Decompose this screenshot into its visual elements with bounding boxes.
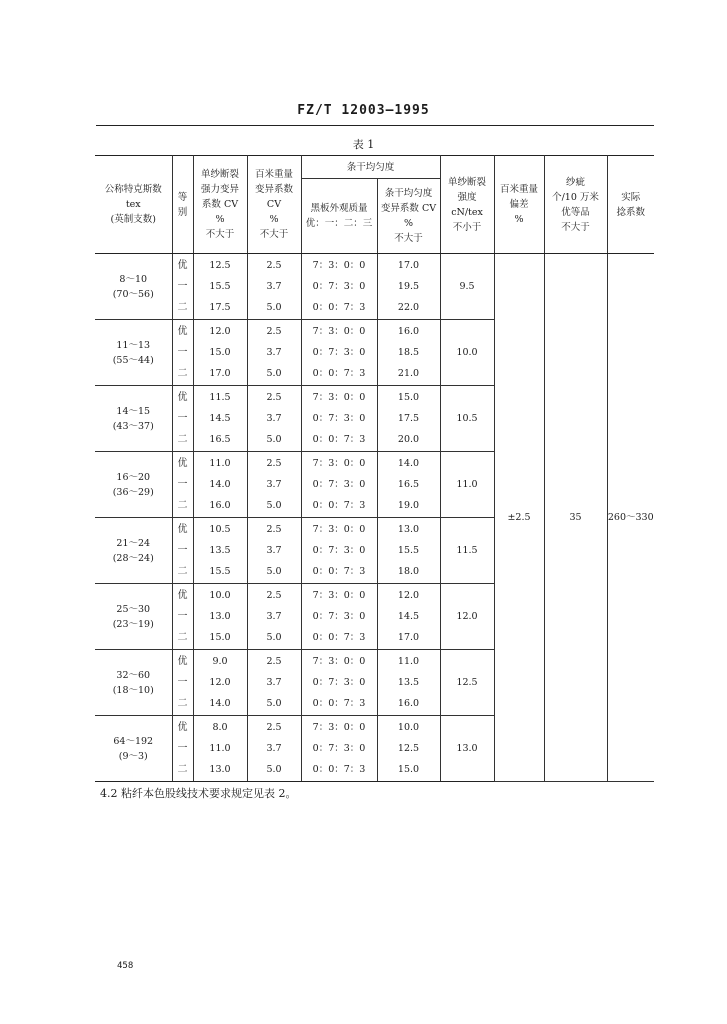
- appearance-cell: [301, 386, 377, 452]
- grade-value: 一: [177, 544, 188, 556]
- spec-cell: [95, 254, 172, 320]
- header-strength-line: 不小于: [452, 221, 482, 233]
- appearance-value: 0：7：3：0: [312, 742, 366, 754]
- single-cv-value: 10.0: [209, 589, 231, 601]
- header-spec-line: (英制支数): [110, 214, 156, 225]
- single-cv-cell: [193, 254, 247, 320]
- grade-cell: [172, 584, 193, 650]
- evenness-cv-value: 12.5: [397, 742, 420, 754]
- strength-value: 10.5: [456, 413, 478, 424]
- grade-value: 二: [177, 566, 188, 578]
- hundred-m-cv-cell: [247, 452, 301, 518]
- single-cv-value: 15.0: [209, 632, 231, 644]
- appearance-value: 0：7：3：0: [312, 610, 366, 622]
- grade-value: 二: [177, 434, 188, 446]
- header-evenness-cv-line: 条干均匀度: [384, 188, 433, 199]
- spec-cell: [95, 386, 172, 452]
- evenness-cv-value: 15.0: [397, 764, 420, 776]
- twist-merged-cell: [607, 254, 654, 782]
- header-strength: [440, 156, 494, 254]
- evenness-cv-value: 17.5: [397, 412, 420, 424]
- hundred-m-cv-cell: [247, 386, 301, 452]
- appearance-value: 7：3：0：0: [312, 457, 366, 469]
- header-appearance-line: 黑板外观质量: [310, 203, 368, 214]
- hundred-m-cv-value: 3.7: [266, 544, 282, 556]
- hundred-m-cv-cell: [247, 650, 301, 716]
- appearance-cell: [301, 584, 377, 650]
- grade-value: 二: [177, 500, 188, 512]
- grade-value: 二: [177, 764, 188, 776]
- header-evenness-cv-line: 变异系数 CV: [380, 203, 437, 214]
- header-hundred-m-cv-line: 百米重量: [254, 169, 293, 180]
- single-cv-value: 14.0: [209, 698, 231, 710]
- evenness-cv-value: 15.0: [397, 391, 420, 403]
- evenness-cv-value: 14.0: [397, 457, 420, 469]
- grade-value: 优: [177, 655, 188, 667]
- single-cv-cell: [193, 584, 247, 650]
- hundred-m-cv-value: 2.5: [266, 655, 282, 667]
- appearance-cell: [301, 254, 377, 320]
- single-cv-cell: [193, 518, 247, 584]
- grade-value: 优: [177, 325, 188, 337]
- spec-table-body: [95, 254, 654, 782]
- header-strength-line: 强度: [457, 191, 477, 203]
- evenness-cv-value: 19.5: [397, 280, 420, 292]
- hundred-m-cv-value: 5.0: [266, 764, 282, 776]
- header-evenness-cv-line: %: [403, 218, 414, 229]
- header-strength-line: 单纱断裂: [448, 176, 487, 188]
- spec-count: (43～37): [112, 420, 154, 432]
- header-grade-line: 别: [177, 206, 188, 218]
- neps-value: 35: [569, 512, 582, 523]
- evenness-cv-cell: [377, 320, 440, 386]
- header-single-cv-line: %: [215, 214, 225, 225]
- grade-value: 一: [177, 676, 188, 688]
- twist-value: 260～330: [607, 512, 654, 523]
- appearance-value: 0：0：7：3: [312, 500, 366, 512]
- header-evenness: 条干均匀度: [301, 156, 440, 179]
- spec-tex: 21～24: [116, 537, 151, 549]
- hundred-m-cv-value: 5.0: [266, 368, 282, 380]
- spec-count: (23～19): [112, 618, 154, 630]
- page-number: 458: [117, 961, 134, 971]
- hundred-m-cv-value: 2.5: [266, 523, 282, 535]
- strength-cell: [440, 518, 494, 584]
- weight-dev-value: ±2.5: [507, 512, 531, 523]
- evenness-cv-value: 14.5: [397, 610, 420, 622]
- strength-value: 10.0: [456, 347, 478, 358]
- grade-value: 二: [177, 368, 188, 380]
- grade-cell: [172, 716, 193, 782]
- evenness-cv-cell: [377, 254, 440, 320]
- grade-value: 一: [177, 478, 188, 490]
- appearance-value: 0：7：3：0: [312, 544, 366, 556]
- single-cv-value: 15.5: [209, 280, 231, 292]
- hundred-m-cv-value: 5.0: [266, 500, 282, 512]
- single-cv-value: 13.5: [209, 544, 231, 556]
- spec-count: (70～56): [112, 288, 154, 300]
- hundred-m-cv-value: 3.7: [266, 478, 282, 490]
- header-hundred-m-cv-line: 变异系数: [254, 184, 293, 195]
- evenness-cv-value: 16.0: [397, 698, 420, 710]
- grade-cell: [172, 254, 193, 320]
- appearance-value: 7：3：0：0: [312, 325, 366, 337]
- hundred-m-cv-value: 3.7: [266, 742, 282, 754]
- evenness-cv-value: 17.0: [397, 259, 420, 271]
- appearance-value: 0：0：7：3: [312, 764, 366, 776]
- single-cv-value: 17.5: [209, 302, 231, 314]
- grade-cell: [172, 386, 193, 452]
- hundred-m-cv-cell: [247, 518, 301, 584]
- header-twist: [607, 156, 654, 254]
- single-cv-value: 15.0: [209, 346, 231, 358]
- header-twist-line: 捻系数: [616, 206, 646, 218]
- single-cv-value: 12.5: [209, 259, 231, 271]
- single-cv-cell: [193, 716, 247, 782]
- single-cv-value: 11.0: [209, 742, 231, 754]
- appearance-value: 7：3：0：0: [312, 259, 366, 271]
- spec-table: [95, 155, 654, 782]
- header-appearance-line: 优：一：二：三: [305, 218, 373, 229]
- single-cv-value: 12.0: [209, 325, 231, 337]
- grade-value: 优: [177, 721, 188, 733]
- header-rule: [96, 125, 654, 126]
- header-spec-line: 公称特克斯数: [104, 184, 162, 195]
- hundred-m-cv-value: 3.7: [266, 412, 282, 424]
- single-cv-cell: [193, 650, 247, 716]
- evenness-cv-value: 18.0: [397, 566, 420, 578]
- single-cv-value: 17.0: [209, 368, 231, 380]
- grade-cell: [172, 518, 193, 584]
- clause-note: 4.2 粘纤本色股线技术要求规定见表 2。: [100, 787, 297, 800]
- single-cv-cell: [193, 320, 247, 386]
- evenness-cv-value: 12.0: [397, 589, 420, 601]
- strength-cell: [440, 716, 494, 782]
- header-grade: [172, 156, 193, 254]
- single-cv-value: 16.0: [209, 500, 231, 512]
- appearance-value: 7：3：0：0: [312, 523, 366, 535]
- appearance-value: 7：3：0：0: [312, 391, 366, 403]
- evenness-cv-cell: [377, 386, 440, 452]
- grade-cell: [172, 320, 193, 386]
- appearance-cell: [301, 518, 377, 584]
- header-single-cv-line: 强力变异: [200, 184, 239, 195]
- grade-value: 优: [177, 523, 188, 535]
- grade-cell: [172, 452, 193, 518]
- header-hundred-m-cv-line: 不大于: [259, 229, 289, 240]
- appearance-value: 0：7：3：0: [312, 478, 366, 490]
- evenness-cv-cell: [377, 452, 440, 518]
- spec-tex: 14～15: [116, 405, 151, 417]
- grade-value: 优: [177, 589, 188, 601]
- hundred-m-cv-value: 5.0: [266, 566, 282, 578]
- spec-tex: 32～60: [116, 669, 151, 681]
- single-cv-value: 15.5: [209, 566, 231, 578]
- spec-count: (55～44): [112, 354, 154, 366]
- hundred-m-cv-value: 5.0: [266, 698, 282, 710]
- appearance-value: 0：0：7：3: [312, 302, 366, 314]
- strength-cell: [440, 650, 494, 716]
- appearance-value: 0：7：3：0: [312, 280, 366, 292]
- appearance-value: 0：7：3：0: [312, 676, 366, 688]
- grade-value: 一: [177, 280, 188, 292]
- strength-value: 9.5: [459, 281, 475, 292]
- neps-merged-cell: [544, 254, 607, 782]
- header-hundred-m-cv-line: CV: [266, 199, 282, 210]
- header-strength-line: cN/tex: [451, 206, 483, 218]
- spec-count: (18～10): [112, 684, 154, 696]
- grade-value: 二: [177, 302, 188, 314]
- evenness-cv-value: 10.0: [397, 721, 420, 733]
- evenness-cv-value: 13.0: [397, 523, 420, 535]
- header-weight-dev-line: 百米重量: [500, 184, 539, 195]
- hundred-m-cv-cell: [247, 584, 301, 650]
- strength-value: 11.0: [456, 479, 478, 490]
- hundred-m-cv-value: 3.7: [266, 610, 282, 622]
- strength-cell: [440, 386, 494, 452]
- appearance-value: 7：3：0：0: [312, 721, 366, 733]
- hundred-m-cv-value: 2.5: [266, 457, 282, 469]
- hundred-m-cv-cell: [247, 320, 301, 386]
- single-cv-value: 11.5: [209, 391, 231, 403]
- hundred-m-cv-value: 3.7: [266, 346, 282, 358]
- header-hundred-m-cv-line: %: [269, 214, 279, 225]
- hundred-m-cv-value: 2.5: [266, 721, 282, 733]
- header-hundred-m-cv: [247, 156, 301, 254]
- grade-value: 优: [177, 457, 188, 469]
- single-cv-cell: [193, 386, 247, 452]
- strength-cell: [440, 254, 494, 320]
- single-cv-value: 9.0: [212, 655, 228, 667]
- single-cv-cell: [193, 452, 247, 518]
- single-cv-value: 13.0: [209, 610, 231, 622]
- strength-cell: [440, 320, 494, 386]
- appearance-cell: [301, 650, 377, 716]
- hundred-m-cv-cell: [247, 716, 301, 782]
- table-row: [95, 254, 654, 320]
- hundred-m-cv-value: 2.5: [266, 325, 282, 337]
- header-neps: [544, 156, 607, 254]
- hundred-m-cv-value: 3.7: [266, 676, 282, 688]
- standard-code: FZ/T 12003—1995: [297, 103, 430, 118]
- appearance-cell: [301, 716, 377, 782]
- evenness-cv-value: 16.5: [397, 478, 420, 490]
- header-weight-dev-line: %: [514, 214, 524, 225]
- strength-cell: [440, 584, 494, 650]
- grade-value: 二: [177, 698, 188, 710]
- evenness-cv-value: 16.0: [397, 325, 420, 337]
- appearance-value: 0：0：7：3: [312, 434, 366, 446]
- hundred-m-cv-value: 5.0: [266, 632, 282, 644]
- spec-cell: [95, 320, 172, 386]
- grade-value: 优: [177, 391, 188, 403]
- header-single-cv-line: 单纱断裂: [200, 169, 239, 180]
- appearance-value: 0：0：7：3: [312, 368, 366, 380]
- hundred-m-cv-value: 2.5: [266, 259, 282, 271]
- hundred-m-cv-value: 5.0: [266, 434, 282, 446]
- grade-cell: [172, 650, 193, 716]
- evenness-cv-cell: [377, 716, 440, 782]
- appearance-cell: [301, 320, 377, 386]
- header-row-top: [95, 156, 654, 179]
- header-neps-line: 纱疵: [566, 176, 586, 188]
- evenness-cv-value: 21.0: [397, 368, 420, 380]
- single-cv-value: 8.0: [212, 721, 228, 733]
- grade-value: 二: [177, 632, 188, 644]
- single-cv-value: 14.0: [209, 478, 231, 490]
- header-spec: [95, 156, 172, 254]
- single-cv-value: 13.0: [209, 764, 231, 776]
- evenness-cv-value: 13.5: [397, 676, 420, 688]
- spec-cell: [95, 650, 172, 716]
- single-cv-value: 16.5: [209, 434, 231, 446]
- header-neps-line: 优等品: [561, 206, 590, 218]
- header-grade-line: 等: [177, 191, 188, 203]
- hundred-m-cv-value: 2.5: [266, 589, 282, 601]
- appearance-value: 0：0：7：3: [312, 632, 366, 644]
- header-evenness-cv-line: 不大于: [394, 233, 423, 244]
- strength-value: 11.5: [456, 545, 478, 556]
- spec-count: (28～24): [112, 552, 154, 564]
- evenness-cv-value: 19.0: [397, 500, 420, 512]
- spec-cell: [95, 584, 172, 650]
- header-single-cv-line: 不大于: [205, 229, 235, 240]
- header-single-cv: [193, 156, 247, 254]
- grade-value: 一: [177, 412, 188, 424]
- strength-cell: [440, 452, 494, 518]
- spec-count: (9～3): [118, 750, 148, 762]
- evenness-cv-cell: [377, 518, 440, 584]
- spec-cell: [95, 518, 172, 584]
- grade-value: 一: [177, 610, 188, 622]
- hundred-m-cv-cell: [247, 254, 301, 320]
- header-weight-dev: [494, 156, 544, 254]
- strength-value: 12.0: [456, 611, 478, 622]
- header-neps-line: 不大于: [561, 221, 590, 233]
- evenness-cv-value: 17.0: [397, 632, 420, 644]
- header-twist-line: 实际: [621, 191, 641, 203]
- spec-tex: 16～20: [116, 471, 151, 483]
- evenness-cv-value: 15.5: [397, 544, 420, 556]
- spec-count: (36～29): [112, 486, 154, 498]
- header-single-cv-line: 系数 CV: [201, 199, 239, 210]
- appearance-value: 7：3：0：0: [312, 589, 366, 601]
- header-neps-line: 个/10 万米: [552, 191, 599, 203]
- appearance-value: 0：7：3：0: [312, 346, 366, 358]
- single-cv-value: 14.5: [209, 412, 231, 424]
- weight-dev-merged-cell: [494, 254, 544, 782]
- appearance-value: 0：0：7：3: [312, 698, 366, 710]
- grade-value: 一: [177, 346, 188, 358]
- spec-tex: 64～192: [113, 735, 154, 747]
- evenness-cv-cell: [377, 650, 440, 716]
- hundred-m-cv-value: 5.0: [266, 302, 282, 314]
- spec-cell: [95, 452, 172, 518]
- header-spec-line: tex: [125, 199, 141, 210]
- appearance-value: 7：3：0：0: [312, 655, 366, 667]
- hundred-m-cv-value: 3.7: [266, 280, 282, 292]
- evenness-cv-value: 20.0: [397, 434, 420, 446]
- strength-value: 13.0: [456, 743, 478, 754]
- hundred-m-cv-value: 2.5: [266, 391, 282, 403]
- evenness-cv-value: 22.0: [397, 302, 420, 314]
- spec-tex: 25～30: [116, 603, 151, 615]
- spec-tex: 8～10: [119, 273, 148, 285]
- appearance-cell: [301, 452, 377, 518]
- evenness-cv-value: 18.5: [397, 346, 420, 358]
- strength-value: 12.5: [456, 677, 478, 688]
- grade-value: 一: [177, 742, 188, 754]
- table-title: 表 1: [352, 138, 375, 151]
- appearance-value: 0：7：3：0: [312, 412, 366, 424]
- header-evenness-cv: [377, 179, 440, 254]
- evenness-cv-value: 11.0: [397, 655, 420, 667]
- evenness-cv-cell: [377, 584, 440, 650]
- single-cv-value: 10.5: [209, 523, 231, 535]
- header-appearance: [301, 179, 377, 254]
- spec-cell: [95, 716, 172, 782]
- appearance-value: 0：0：7：3: [312, 566, 366, 578]
- spec-tex: 11～13: [116, 339, 151, 351]
- header-weight-dev-line: 偏差: [509, 199, 529, 210]
- grade-value: 优: [177, 259, 188, 271]
- single-cv-value: 11.0: [209, 457, 231, 469]
- single-cv-value: 12.0: [209, 676, 231, 688]
